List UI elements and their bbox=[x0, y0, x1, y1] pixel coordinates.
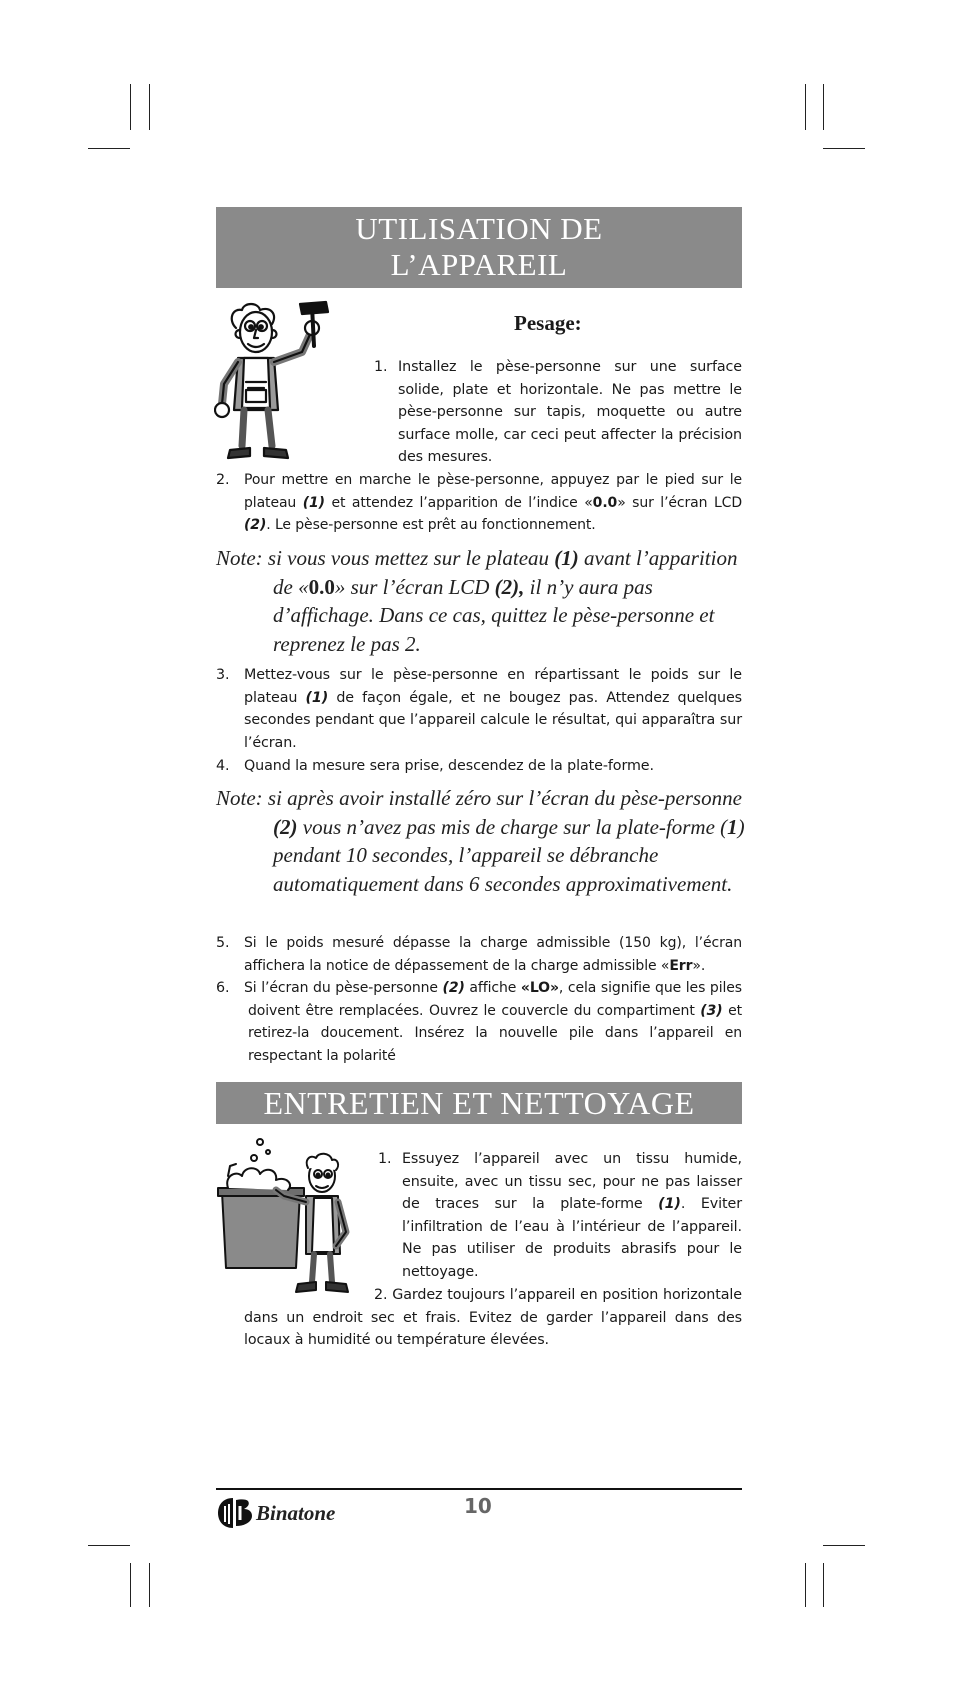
binatone-logo-icon bbox=[216, 1496, 254, 1530]
note-1 bbox=[216, 544, 746, 658]
text: et attendez l’apparition de l’indice « bbox=[324, 494, 593, 511]
text: Si l’écran du pèse-personne bbox=[244, 980, 443, 996]
step-5 bbox=[216, 932, 742, 977]
step-number: 1. bbox=[378, 1151, 392, 1167]
text: Pour mettre en marche le pèse-personne, appuyez par le pied sur le plateau bbox=[244, 472, 742, 511]
text: , cela signifie que les piles doivent être remplacées. Ouvrez le couvercle du compartiment bbox=[248, 980, 742, 1019]
crop-mark bbox=[130, 1563, 131, 1607]
brand-logo bbox=[216, 1496, 335, 1530]
step-number: 2. bbox=[374, 1287, 388, 1303]
step-number: 6. bbox=[216, 980, 230, 996]
crop-mark bbox=[149, 1563, 150, 1607]
note-text bbox=[216, 544, 746, 658]
cleaning-illustration bbox=[214, 1136, 364, 1296]
step-text bbox=[216, 469, 742, 537]
ref-compartment: (3) bbox=[700, 1002, 723, 1019]
step-4 bbox=[216, 755, 742, 778]
text: . Le pèse-personne est prêt au fonctionnement. bbox=[266, 517, 596, 533]
ref-plateau: (1) bbox=[658, 1196, 681, 1212]
crop-mark bbox=[823, 148, 865, 149]
step-text: Quand la mesure sera prise, descendez de la plate-forme. bbox=[244, 758, 654, 774]
step-number: 1. bbox=[374, 359, 388, 375]
step-text bbox=[216, 977, 742, 1067]
cleaning-step-1 bbox=[378, 1148, 742, 1283]
step-text bbox=[244, 1284, 742, 1352]
crop-mark bbox=[130, 84, 131, 130]
ref-lcd: (2), bbox=[494, 574, 525, 599]
step-number: 2. bbox=[216, 472, 230, 488]
section-title-entretien: ENTRETIEN ET NETTOYAGE bbox=[216, 1082, 742, 1124]
text: Si le poids mesuré dépasse la charge admissible (150 kg), l’écran affichera la notice de dépassement de la charge admissible « bbox=[244, 935, 742, 974]
text: » sur l’écran LCD bbox=[617, 494, 742, 511]
step-number: 5. bbox=[216, 935, 230, 951]
ref-lcd: (2) bbox=[442, 980, 465, 996]
note-label: Note: bbox=[216, 546, 263, 570]
footer-rule bbox=[216, 1488, 742, 1490]
text: si après avoir installé zéro sur l’écran du pèse-personne bbox=[267, 786, 742, 810]
ref-lcd: (2) bbox=[273, 814, 298, 839]
display-value: 0.0 bbox=[592, 494, 618, 511]
cleaning-step-2 bbox=[244, 1284, 742, 1352]
step-1 bbox=[374, 356, 742, 469]
step-text bbox=[216, 664, 742, 754]
crop-mark bbox=[823, 1563, 824, 1607]
section-title-utilisation bbox=[216, 207, 742, 288]
crop-mark bbox=[823, 1545, 865, 1546]
brand-name: Binatone bbox=[256, 1500, 336, 1525]
text: » sur l’écran LCD bbox=[334, 574, 495, 599]
text: Gardez toujours l’appareil en position horizontale dans un endroit sec et frais. Evitez de garder l’appareil dans des locaux à humidité ou température élevées. bbox=[244, 1287, 742, 1348]
text: Mettez-vous sur le pèse-personne en répartissant le poids sur le plateau bbox=[244, 667, 742, 706]
display-value: 0.0 bbox=[308, 574, 335, 599]
text: de façon égale, et ne bougez pas. Attendez quelques secondes pendant que l’appareil calcule le résultat, qui apparaîtra sur l’écran. bbox=[244, 689, 742, 751]
text: . Eviter l’infiltration de l’eau à l’intérieur de l’appareil. Ne pas utiliser de produits abrasifs pour le nettoyage. bbox=[402, 1196, 742, 1280]
text: affiche bbox=[464, 980, 521, 996]
note-text bbox=[216, 784, 746, 898]
note-2 bbox=[216, 784, 746, 898]
crop-mark bbox=[823, 84, 824, 130]
text: il n’y aura pas d’affichage. Dans ce cas, quittez le pèse-personne et reprenez le pas 2. bbox=[273, 574, 715, 656]
step-text bbox=[378, 1148, 742, 1283]
text: avant l’apparition de « bbox=[273, 546, 738, 599]
crop-mark bbox=[805, 84, 806, 130]
text: ». bbox=[692, 957, 706, 974]
step-number: 4. bbox=[216, 758, 230, 774]
step-3 bbox=[216, 664, 742, 754]
ref-plateau: 1 bbox=[727, 814, 738, 839]
section-title-line2: L’APPAREIL bbox=[390, 247, 568, 282]
display-value: Err bbox=[669, 957, 693, 974]
crop-mark bbox=[805, 1563, 806, 1607]
text: ) pendant 10 secondes, l’appareil se débranche automatiquement dans 6 secondes approximativement. bbox=[273, 814, 745, 896]
display-value: «LO» bbox=[520, 980, 559, 996]
crop-mark bbox=[88, 1545, 130, 1546]
ref-lcd: (2) bbox=[244, 517, 267, 533]
step-text bbox=[216, 932, 742, 977]
ref-plateau: (1) bbox=[554, 546, 579, 570]
step-2 bbox=[216, 469, 742, 537]
text: si vous vous mettez sur le plateau bbox=[267, 546, 555, 570]
ref-plateau: (1) bbox=[305, 689, 329, 706]
step-6 bbox=[216, 977, 742, 1067]
crop-mark bbox=[149, 84, 150, 130]
text: et retirez-la doucement. Insérez la nouvelle pile dans l’appareil en respectant la polarité bbox=[248, 1002, 742, 1064]
subheading-pesage: Pesage: bbox=[514, 311, 582, 335]
text: Essuyez l’appareil avec un tissu humide, ensuite, avec un tissu sec, pour ne pas laisser de traces sur la plate-forme bbox=[402, 1151, 742, 1212]
section-title-line1: UTILISATION DE bbox=[355, 211, 603, 246]
page-number: 10 bbox=[464, 1494, 492, 1518]
step-text: Installez le pèse-personne sur une surface solide, plate et horizontale. Ne pas mettre le pèse-personne sur tapis, moquette ou autre surface molle, car ceci peut affecter la précision des mesures. bbox=[398, 359, 742, 465]
crop-mark bbox=[88, 148, 130, 149]
ref-plateau: (1) bbox=[302, 494, 325, 511]
step-number: 3. bbox=[216, 667, 230, 683]
text: vous n’avez pas mis de charge sur la plate-forme ( bbox=[297, 814, 728, 839]
note-label: Note: bbox=[216, 786, 263, 810]
handyman-illustration bbox=[214, 300, 362, 466]
